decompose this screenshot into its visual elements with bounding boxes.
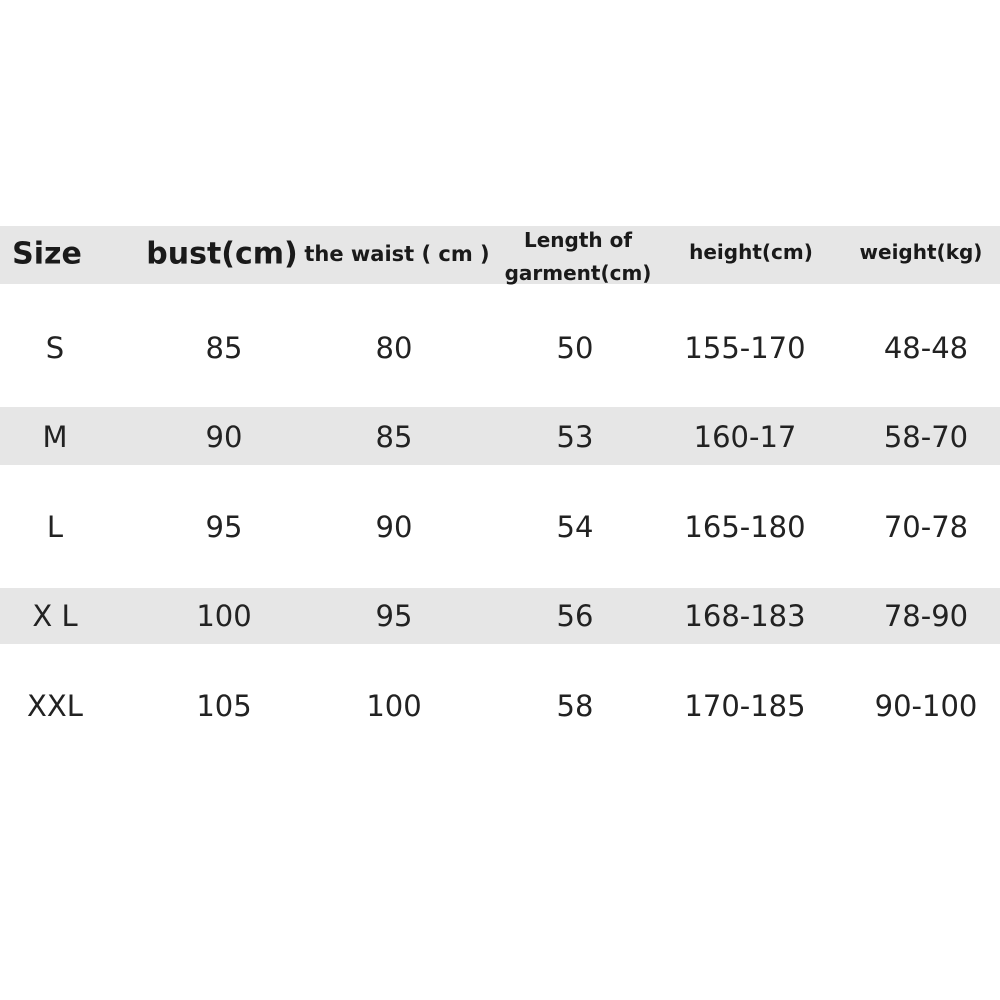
cell-length: 58 bbox=[556, 689, 594, 723]
cell-length: 53 bbox=[556, 420, 594, 454]
header-bust: bust(cm) bbox=[146, 236, 298, 272]
header-length-line2: garment(cm) bbox=[504, 261, 652, 285]
cell-bust: 100 bbox=[196, 599, 252, 633]
cell-weight: 78-90 bbox=[883, 599, 969, 633]
row-band-xl bbox=[0, 588, 1000, 644]
cell-size: S bbox=[45, 331, 65, 365]
cell-height: 168-183 bbox=[684, 599, 806, 633]
cell-size: X L bbox=[32, 599, 78, 633]
cell-height: 165-180 bbox=[684, 510, 806, 544]
cell-weight: 70-78 bbox=[883, 510, 969, 544]
cell-size: XXL bbox=[27, 689, 83, 723]
cell-height: 160-17 bbox=[693, 420, 797, 454]
cell-size: M bbox=[42, 420, 68, 454]
cell-weight: 90-100 bbox=[874, 689, 978, 723]
header-weight: weight(kg) bbox=[859, 240, 983, 264]
cell-waist: 80 bbox=[375, 331, 413, 365]
header-height: height(cm) bbox=[689, 240, 813, 264]
cell-weight: 48-48 bbox=[883, 331, 969, 365]
cell-height: 155-170 bbox=[684, 331, 806, 365]
cell-length: 50 bbox=[556, 331, 594, 365]
cell-height: 170-185 bbox=[684, 689, 806, 723]
header-length-line1: Length of bbox=[523, 228, 633, 252]
cell-size: L bbox=[46, 510, 64, 544]
cell-bust: 85 bbox=[205, 331, 243, 365]
cell-length: 56 bbox=[556, 599, 594, 633]
cell-waist: 100 bbox=[366, 689, 422, 723]
cell-bust: 95 bbox=[205, 510, 243, 544]
cell-length: 54 bbox=[556, 510, 594, 544]
cell-waist: 95 bbox=[375, 599, 413, 633]
cell-bust: 90 bbox=[205, 420, 243, 454]
cell-weight: 58-70 bbox=[883, 420, 969, 454]
row-band-m bbox=[0, 407, 1000, 465]
cell-waist: 90 bbox=[375, 510, 413, 544]
header-waist: the waist ( cm ) bbox=[304, 242, 490, 266]
header-size: Size bbox=[12, 236, 82, 272]
cell-waist: 85 bbox=[375, 420, 413, 454]
cell-bust: 105 bbox=[196, 689, 252, 723]
